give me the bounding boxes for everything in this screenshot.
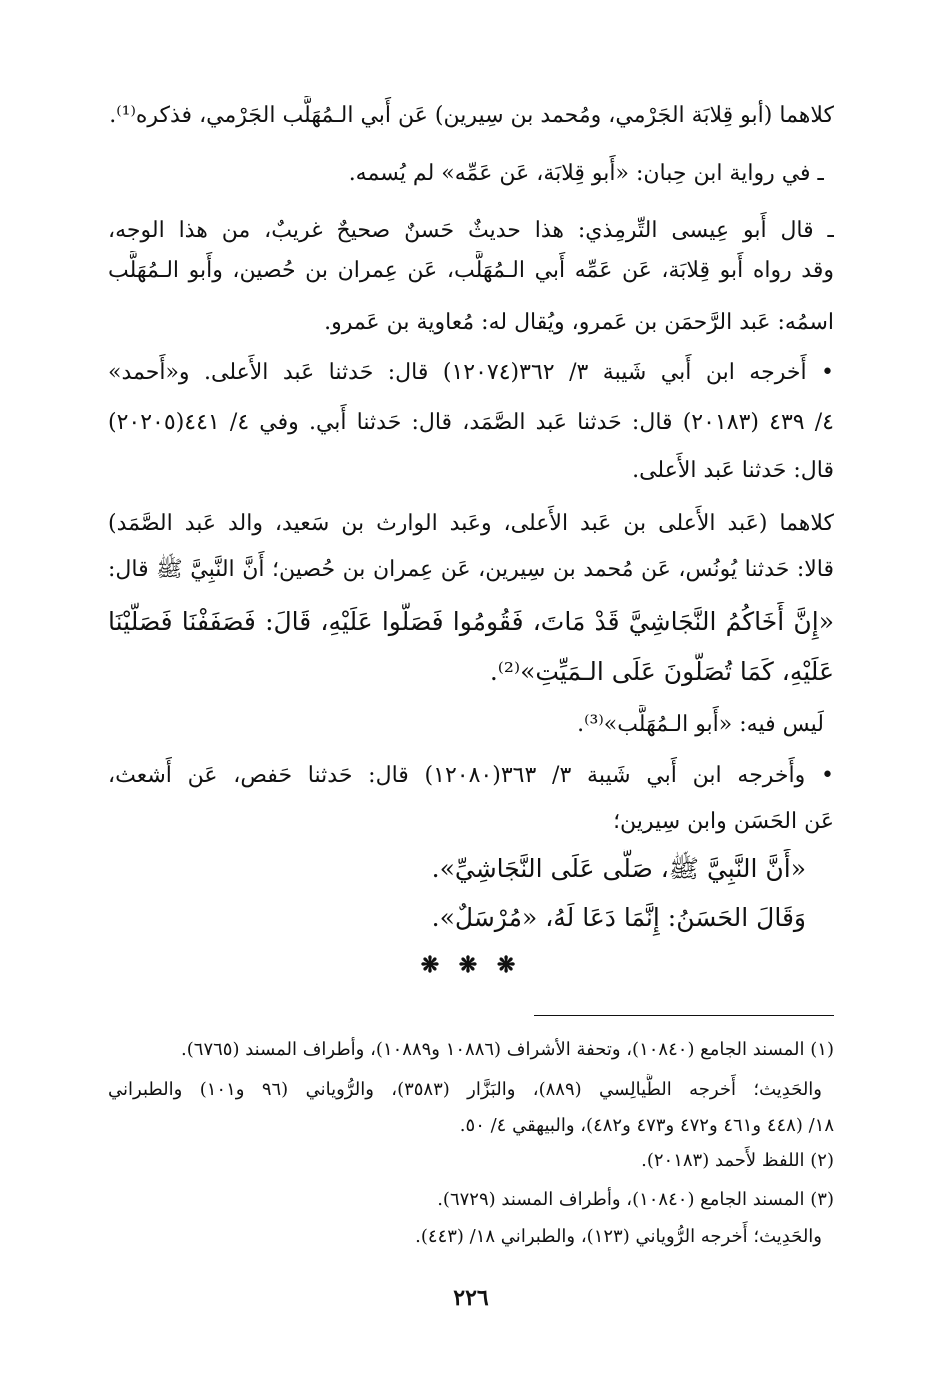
body-line: كلاهما (أبو قِلابَة الجَرْمي، ومُحمد بن سِيرين) عَن أَبي الـمُهَلَّب الجَرْمي، فذكره⁽¹⁾. — [109, 103, 834, 128]
footnote-line: (٢) اللفظ لأَحمد (٢٠١٨٣). — [641, 1150, 834, 1171]
body-line: • وأَخرجه ابن أَبي شَيبة ٣/ ٣٦٣(١٢٠٨٠) قال: حَدثنا حَفص، عَن أَشعث، — [108, 763, 834, 788]
section-separator: ❋ ❋ ❋ — [420, 952, 522, 978]
body-line: اسمُه: عَبد الرَّحمَن بن عَمرو، ويُقال له: مُعاوية بن عَمرو. — [324, 310, 834, 335]
body-line: قالا: حَدثنا يُونُس، عَن مُحمد بن سِيرين، عَن عِمران بن حُصين؛ أَنَّ النَّبِيَّ ﷺ قال: — [108, 557, 834, 582]
hadith-text: «إِنَّ أَخَاكُمُ النَّجَاشِيَّ قَدْ مَاتَ، فَقُومُوا فَصَلُّوا عَلَيْهِ، قَالَ: فَصَفَفْنَا فَصَلَّيْنَا — [108, 607, 834, 636]
footnote-line: ١٨/ (٤٤٨ و٤٦١ و٤٧٢ و٤٧٣ و٤٨٢)، والبيهقي ٤/ ٥٠. — [459, 1115, 834, 1136]
body-line: لَيس فيه: «أَبو الـمُهَلَّب»⁽³⁾. — [577, 712, 824, 737]
page-number: ٢٢٦ — [453, 1285, 489, 1311]
footnote-line: (١) المسند الجامع (١٠٨٤٠)، وتحفة الأشراف (١٠٨٨٦ و١٠٨٨٩)، وأطراف المسند (٦٧٦٥). — [181, 1039, 834, 1060]
hadith-text: وَقَالَ الحَسَنُ: إِنَّمَا دَعَا لَهُ، «مُرْسَلٌ». — [431, 903, 806, 932]
body-line: وقد رواه أَبو قِلابَة، عَن عَمِّه أَبي الـمُهَلَّب، عَن عِمران بن حُصين، وأَبو الـمُهَلَّب — [108, 258, 834, 283]
footnote-line: (٣) المسند الجامع (١٠٨٤٠)، وأطراف المسند (٦٧٢٩). — [437, 1189, 834, 1210]
hadith-text: عَلَيْهِ، كَمَا تُصَلُّونَ عَلَى الـمَيِّتِ»⁽²⁾. — [489, 657, 834, 686]
body-line: عَن الحَسَن وابن سِيرين؛ — [613, 809, 834, 834]
footnote-line: والحَدِيث؛ أَخرجه الرُّوياني (١٢٣)، والطبراني ١٨/ (٤٤٣). — [415, 1226, 822, 1247]
body-line: قال: حَدثنا عَبد الأَعلى. — [632, 458, 834, 483]
body-line: ـ قال أَبو عِيسى التِّرمِذي: هذا حديثٌ حَسنٌ صحيحٌ غريبٌ، من هذا الوجه، — [108, 218, 834, 243]
body-line: ـ في رواية ابن حِبان: «أَبو قِلابَة، عَن عَمِّه» لم يُسمه. — [348, 161, 824, 186]
footnote-line: والحَدِيث؛ أَخرجه الطَّيالِسي (٨٨٩)، والبَزَّار (٣٥٨٣)، والرُّوياني (٩٦ و١٠١) والطبراني — [108, 1079, 822, 1100]
body-line: ٤/ ٤٣٩ (٢٠١٨٣) قال: حَدثنا عَبد الصَّمَد، قال: حَدثنا أَبي. وفي ٤/ ٤٤١(٢٠٢٠٥) — [108, 410, 834, 435]
body-line: كلاهما (عَبد الأَعلى بن عَبد الأَعلى، وعَبد الوارث بن سَعيد، والد عَبد الصَّمَد) — [108, 511, 834, 536]
body-line: • أَخرجه ابن أَبي شَيبة ٣/ ٣٦٢(١٢٠٧٤) قال: حَدثنا عَبد الأَعلى. و«أَحمد» — [108, 360, 834, 385]
hadith-text: «أَنَّ النَّبِيَّ ﷺ، صَلَّى عَلَى النَّجَاشِيِّ». — [431, 854, 806, 883]
footnote-divider — [534, 1015, 834, 1016]
